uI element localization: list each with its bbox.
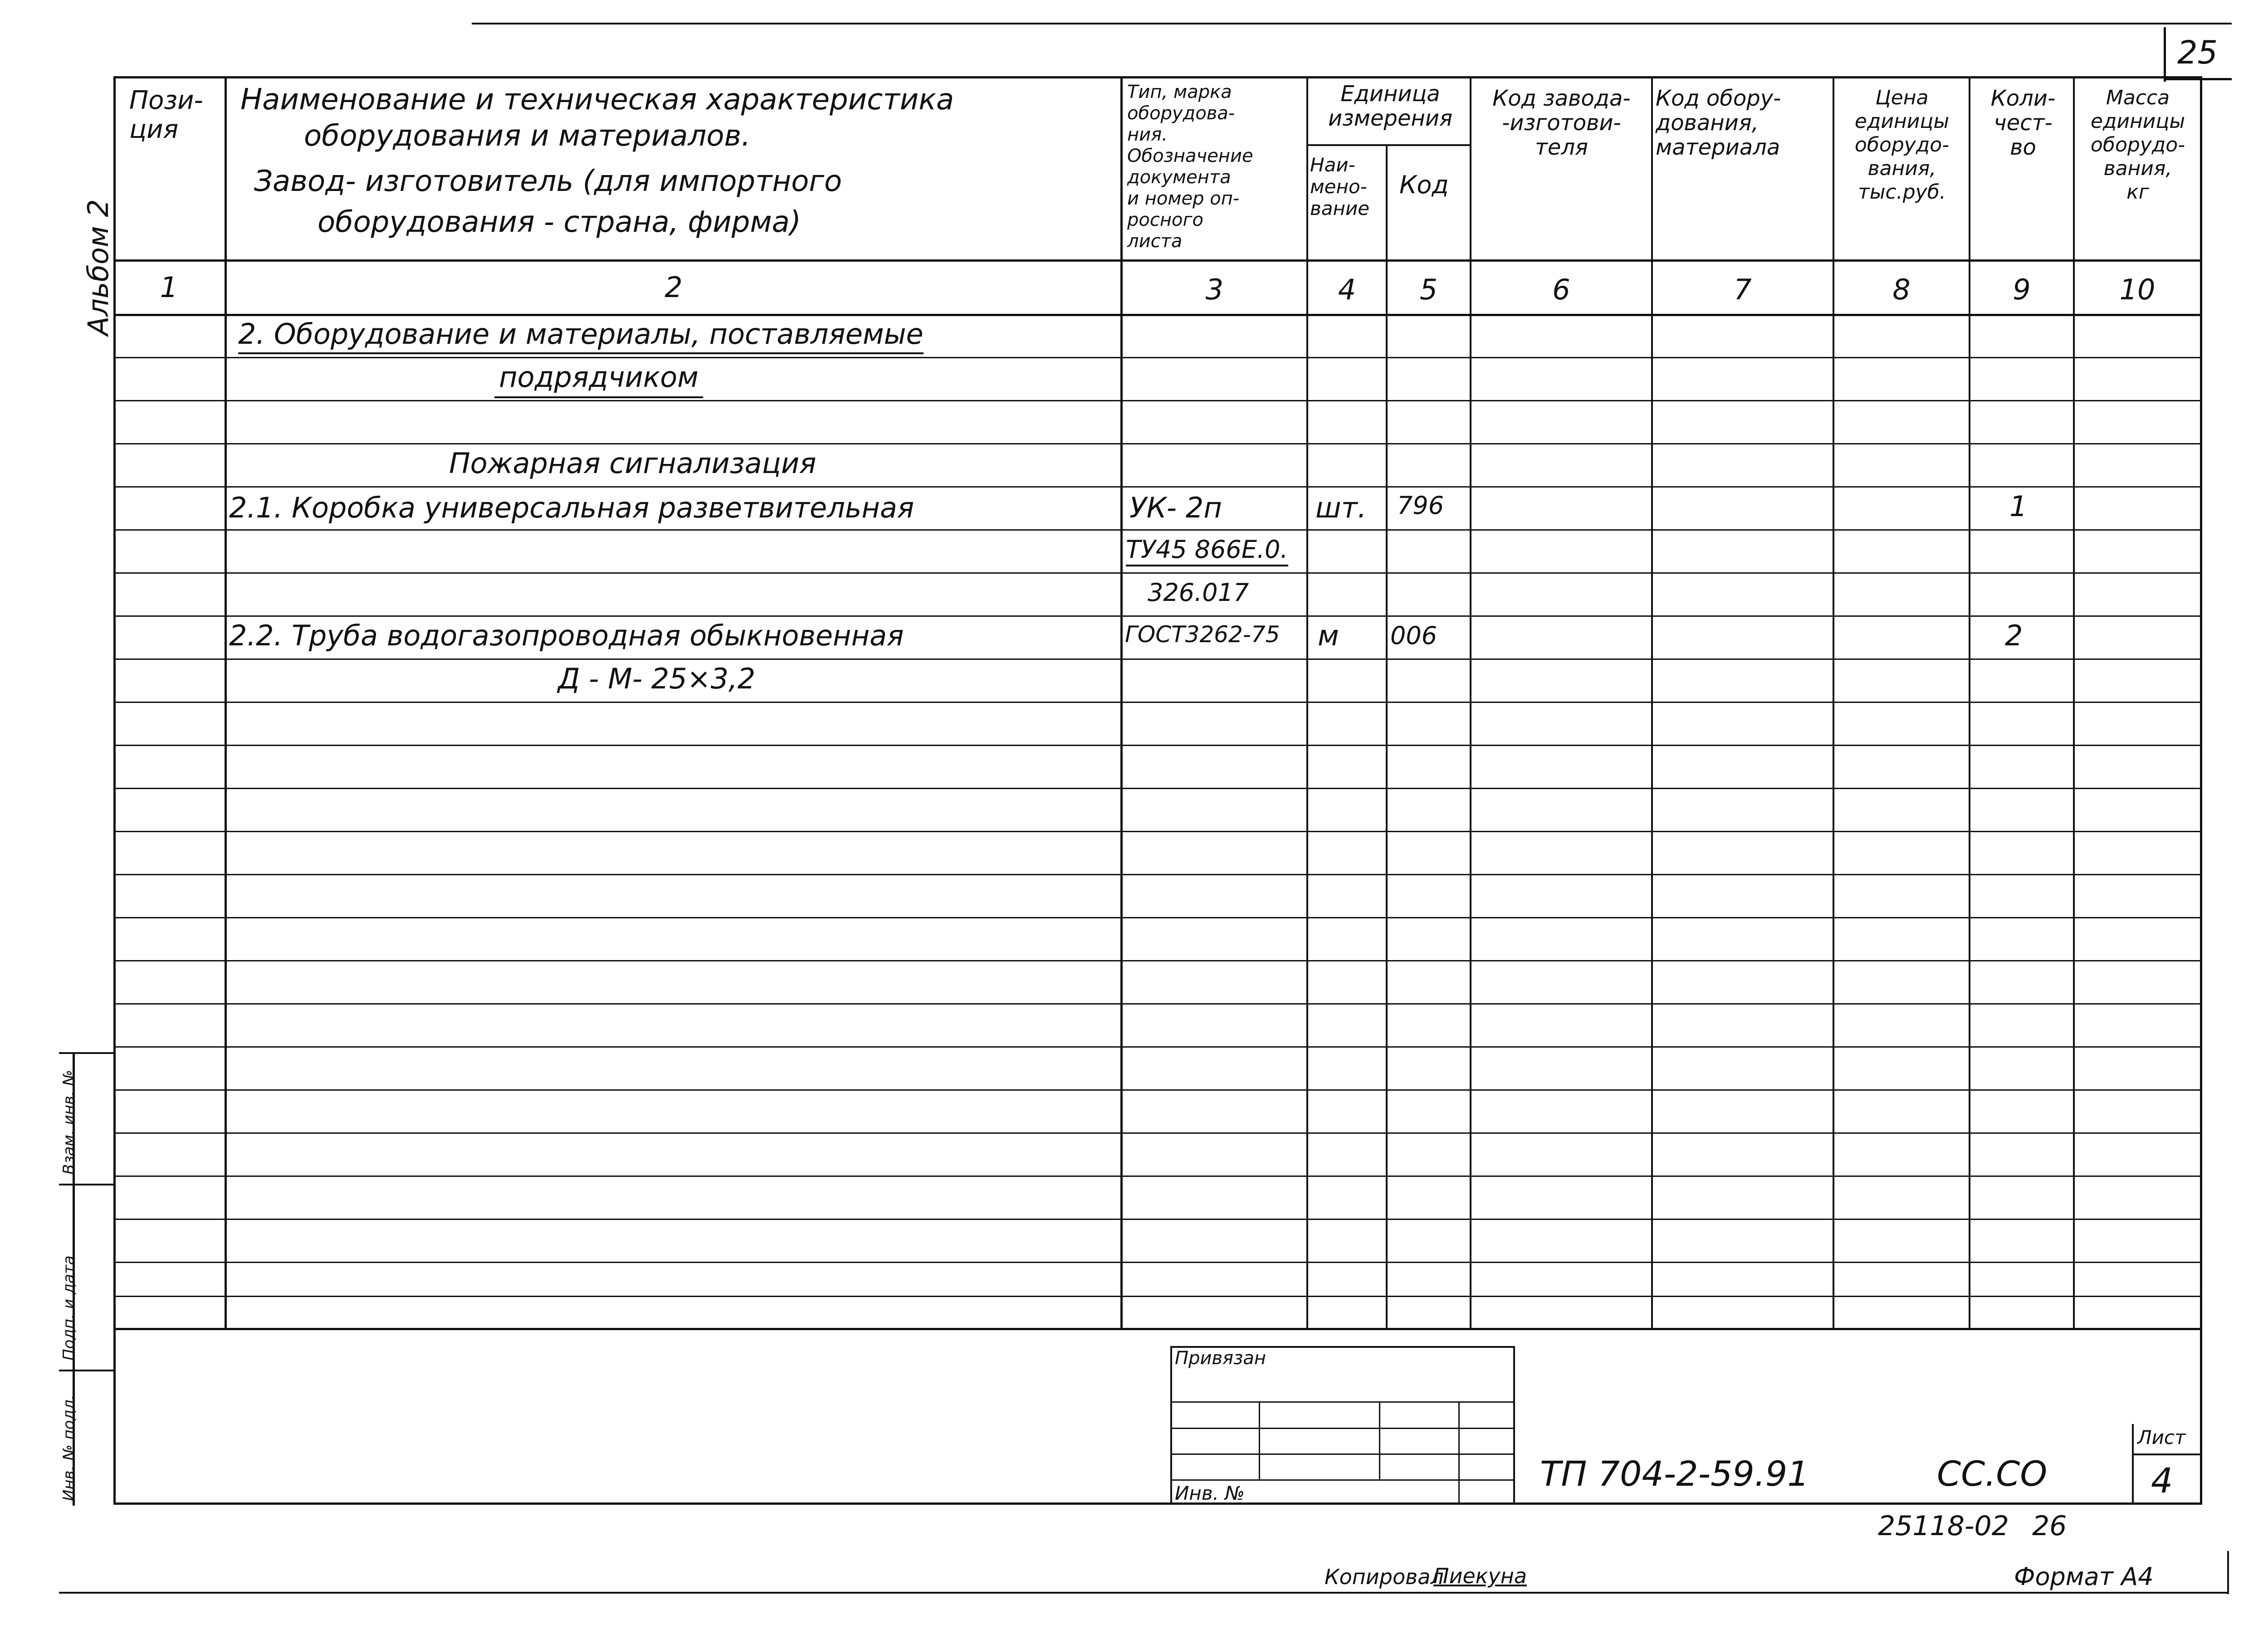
page-number-box-left xyxy=(2164,27,2166,82)
colnum-8: 8 xyxy=(1892,273,1911,306)
header-col4: Наи- мено- вание xyxy=(1310,154,1370,219)
margin-strip-div2 xyxy=(59,1184,116,1185)
item2-spec: Д - М- 25×3,2 xyxy=(558,662,756,695)
header-col2-line1: Наименование и техническая характеристика xyxy=(240,83,954,117)
row-rule xyxy=(113,529,2202,531)
header-col3: Тип, марка оборудова- ния. Обозначение документа и номер оп- росного листа xyxy=(1127,82,1253,252)
stamp-col1 xyxy=(1259,1401,1260,1479)
list-box-div xyxy=(2132,1454,2200,1455)
item1-unit: шт. xyxy=(1315,491,1367,524)
right-margin-rule xyxy=(2227,1551,2229,1594)
album-label: Альбом 2 xyxy=(82,199,115,336)
header-col2-line4: оборудования - страна, фирма) xyxy=(318,205,801,239)
row-rule xyxy=(113,443,2202,444)
row-rule xyxy=(113,1219,2202,1220)
stamp-left xyxy=(1170,1346,1172,1505)
row-rule xyxy=(113,357,2202,358)
colnum-3: 3 xyxy=(1205,273,1224,306)
header-bottom xyxy=(113,259,2202,262)
margin-label-vzam: Взам. инв. № xyxy=(60,1070,78,1175)
row-rule xyxy=(113,874,2202,875)
header-col6: Код завода- -изготови- теля xyxy=(1492,86,1631,160)
item2-name: 2.2. Труба водогазопроводная обыкновенная xyxy=(229,619,904,652)
header-col10: Масса единицы оборудо- вания, кг xyxy=(2090,86,2185,204)
row-rule xyxy=(113,831,2202,832)
colnum-6: 6 xyxy=(1552,273,1570,306)
row-rule xyxy=(113,572,2202,574)
header-col1: Пози- ция xyxy=(129,86,203,144)
list-label: Лист xyxy=(2137,1426,2186,1449)
row-rule xyxy=(113,615,2202,617)
subsection-title: Пожарная сигнализация xyxy=(449,447,816,480)
copied-signature: Пиекуна xyxy=(1433,1564,1527,1588)
stamp-row1 xyxy=(1170,1401,1515,1403)
colnum-bottom xyxy=(113,314,2202,316)
list-number: 4 xyxy=(2151,1460,2173,1501)
stamp-row4 xyxy=(1170,1479,1515,1481)
colnum-9: 9 xyxy=(2013,273,2031,306)
row-rule xyxy=(113,1046,2202,1048)
header-unit-group: Единица измерения xyxy=(1328,81,1452,131)
header-col7: Код обору- дования, материала xyxy=(1656,86,1781,160)
stamp-row3 xyxy=(1170,1454,1515,1455)
stamp-col3 xyxy=(1458,1401,1460,1505)
footer-rule xyxy=(59,1592,2227,1594)
top-rule xyxy=(472,23,2232,24)
item1-type: УК- 2п xyxy=(1129,491,1222,524)
archive-number: 25118-02 xyxy=(1878,1510,2009,1542)
margin-label-podp: Подп. и дата xyxy=(60,1255,78,1361)
colnum-4: 4 xyxy=(1338,273,1356,306)
format-label: Формат А4 xyxy=(2014,1562,2154,1591)
page-number: 25 xyxy=(2177,34,2218,71)
item1-name: 2.1. Коробка универсальная разветвительная xyxy=(229,491,914,524)
header-col9: Коли- чест- во xyxy=(1990,86,2056,160)
copied-label: Копировал xyxy=(1325,1565,1444,1589)
row-rule xyxy=(113,1296,2202,1297)
row-rule xyxy=(113,917,2202,918)
header-col5: Код xyxy=(1399,171,1449,199)
margin-strip-div1 xyxy=(59,1052,116,1054)
item1-code: 796 xyxy=(1397,491,1444,520)
item2-qty: 2 xyxy=(2005,619,2023,652)
row-rule xyxy=(113,745,2202,746)
item2-type: ГОСТ3262-75 xyxy=(1125,621,1280,648)
colnum-7: 7 xyxy=(1734,273,1752,306)
item2-code: 006 xyxy=(1390,621,1437,650)
unit-group-divider xyxy=(1306,144,1471,146)
colnum-2: 2 xyxy=(665,271,683,304)
row-rule xyxy=(113,960,2202,961)
colnum-10: 10 xyxy=(2119,273,2156,306)
stamp-row2 xyxy=(1170,1428,1515,1429)
item1-doc-line2: 326.017 xyxy=(1148,578,1249,607)
frame-top xyxy=(113,76,2202,78)
row-rule xyxy=(113,1262,2202,1263)
item2-unit: м xyxy=(1318,619,1339,652)
doc-code: ТП 704-2-59.91 xyxy=(1540,1454,1809,1494)
stamp-right xyxy=(1513,1346,1515,1505)
list-box-left xyxy=(2132,1424,2134,1505)
item1-doc-line1: ТУ45 866Е.0. xyxy=(1126,535,1288,566)
stamp-col2 xyxy=(1379,1401,1380,1479)
section-title-line1: 2. Оборудование и материалы, поставляемые xyxy=(238,317,924,354)
header-col2-line3: Завод- изготовитель (для импортного xyxy=(254,165,842,198)
row-rule xyxy=(113,658,2202,660)
archive-sheet: 26 xyxy=(2032,1510,2067,1542)
header-col8: Цена единицы оборудо- вания, тыс.руб. xyxy=(1854,86,1950,204)
doc-mark: СС.СО xyxy=(1937,1454,2048,1494)
row-rule xyxy=(113,1176,2202,1177)
row-rule xyxy=(113,788,2202,789)
section-title-line2: подрядчиком xyxy=(494,361,703,398)
stamp-inv-no: Инв. № xyxy=(1175,1482,1245,1504)
row-rule xyxy=(113,1089,2202,1091)
row-rule xyxy=(113,1003,2202,1005)
margin-strip-div3 xyxy=(59,1370,116,1371)
colnum-5: 5 xyxy=(1419,273,1438,306)
item1-qty: 1 xyxy=(2009,490,2028,523)
stamp-privyazan: Привязан xyxy=(1175,1348,1266,1369)
frame-right xyxy=(2200,76,2202,1505)
margin-label-inv: Инв. № подл. xyxy=(60,1395,78,1501)
row-rule xyxy=(113,702,2202,703)
table-body-bottom xyxy=(113,1328,2202,1330)
header-col2-line2: оборудования и материалов. xyxy=(304,119,751,153)
row-rule xyxy=(113,1132,2202,1134)
row-rule xyxy=(113,486,2202,488)
col-div-4 xyxy=(1386,144,1388,1329)
colnum-1: 1 xyxy=(160,271,178,304)
frame-bottom xyxy=(113,1502,2202,1505)
row-rule xyxy=(113,400,2202,401)
